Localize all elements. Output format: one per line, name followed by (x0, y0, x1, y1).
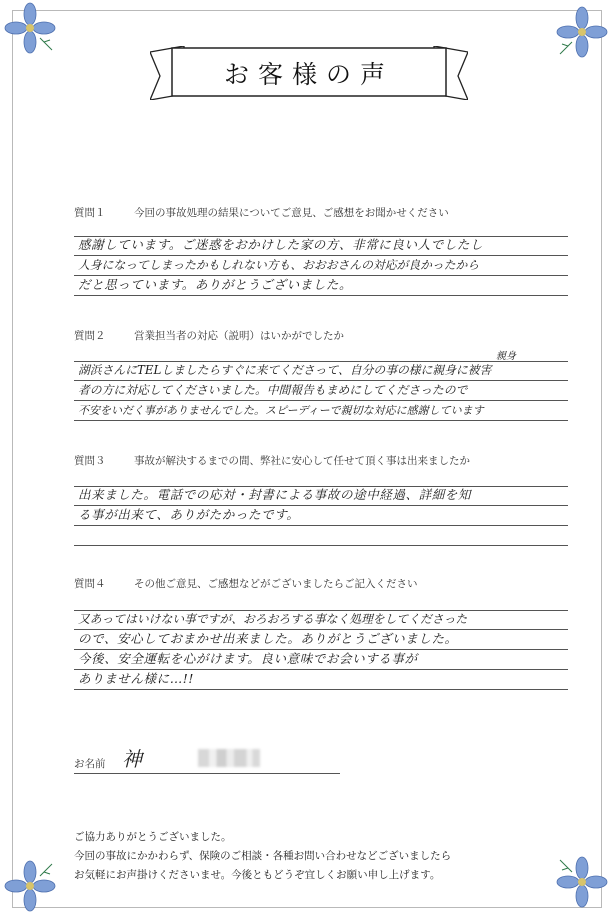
handwritten-text: る事が出来て、ありがたかったです。 (78, 507, 300, 522)
answer-line (74, 506, 568, 526)
question-text: 事故が解決するまでの間、弊社に安心して任せて頂く事は出来ましたか (134, 455, 470, 467)
question-text: その他ご意見、ご感想などがございましたらご記入ください (134, 578, 418, 590)
page-title: お客様の声 (223, 60, 394, 89)
answer-4 (74, 610, 568, 690)
handwritten-text: 今後、安全運転を心がけます。良い意味でお会いする事が (78, 651, 418, 666)
question-number: 質問３ (74, 455, 106, 467)
footer-message (74, 828, 451, 885)
handwritten-text: 出来ました。電話での応対・封書による事故の途中経過、詳細を知 (78, 487, 472, 502)
handwritten-text: 者の方に対応してくださいました。中間報告もまめにしてくださったので (78, 383, 468, 397)
question-3 (74, 453, 470, 468)
answer-line (74, 610, 568, 630)
handwritten-text: 感謝しています。ご迷惑をおかけした家の方、非常に良い人でしたし (78, 237, 484, 252)
handwritten-text: 不安をいだく事がありませんでした。スピーディーで親切な対応に感謝しています (78, 404, 484, 417)
handwritten-text: だと思っています。ありがとうございました。 (78, 277, 353, 292)
question-text: 営業担当者の対応（説明）はいかがでしたか (134, 330, 344, 342)
answer-line (74, 256, 568, 276)
question-number: 質問２ (74, 330, 106, 342)
footer-line: 今回の事故にかかわらず、保険のご相談・各種お問い合わせなどございましたら (74, 850, 452, 862)
question-text: 今回の事故処理の結果についてご意見、ご感想をお聞かせください (134, 207, 449, 219)
footer-line: お気軽にお声掛けくださいませ。今後ともどうぞ宜しくお願い申し上げます。 (74, 869, 441, 881)
name-row (74, 742, 340, 774)
footer-line: ご協力ありがとうございました。 (74, 831, 232, 843)
flower-icon (556, 856, 608, 908)
answer-line (74, 630, 568, 650)
name-value: 神 (122, 747, 142, 771)
handwritten-text: 湖浜さんにTELしましたらすぐに来てくださって、自分の事の様に親身に被害 (78, 363, 492, 377)
answer-2 (74, 351, 568, 421)
answer-1 (74, 236, 568, 296)
answer-line (74, 351, 568, 381)
answer-line (74, 236, 568, 256)
question-number: 質問４ (74, 578, 106, 590)
handwritten-text: 人身になってしまったかもしれない方も、おおおさんの対応が良かったから (78, 258, 480, 272)
answer-line (74, 486, 568, 506)
handwritten-ruby: 親身 (496, 351, 516, 362)
question-1 (74, 205, 449, 220)
answer-3 (74, 486, 568, 546)
handwritten-text: ありません様に…!! (78, 671, 195, 686)
answer-line (74, 526, 568, 546)
answer-line (74, 670, 568, 690)
handwritten-text: 又あってはいけない事ですが、おろおろする事なく処理をしてくださった (78, 612, 468, 626)
flower-icon (556, 6, 608, 58)
title-banner (150, 46, 468, 100)
question-number: 質問１ (74, 207, 106, 219)
name-redaction (198, 749, 260, 767)
answer-line (74, 381, 568, 401)
answer-line (74, 650, 568, 670)
flower-icon (4, 860, 56, 912)
question-4 (74, 576, 418, 591)
answer-line (74, 276, 568, 296)
flower-icon (4, 2, 56, 54)
name-label: お名前 (74, 758, 106, 770)
handwritten-text: ので、安心しておまかせ出来ました。ありがとうございました。 (78, 631, 458, 646)
answer-line (74, 401, 568, 421)
question-2 (74, 328, 344, 343)
